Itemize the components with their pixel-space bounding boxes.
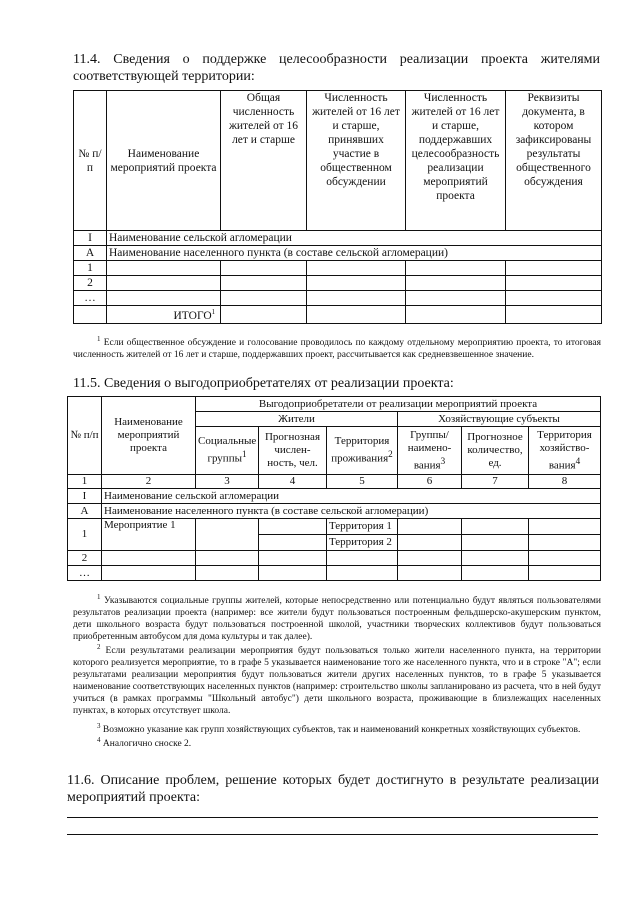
column-number: 5 bbox=[327, 475, 398, 489]
section-11-6-title: 11.6. Описание проблем, решение которых будет достигнуто в результате реализации bbox=[67, 773, 599, 788]
col-supporters: Численность жителей от 16 лет и старше, поддержавших целесообразность реализации мероприятий проекта bbox=[406, 91, 506, 231]
column-number: 4 bbox=[259, 475, 327, 489]
footnote-11-4: $^1$ Если общественное обсуждение и голосование проводилось по каждому отдельному мероприятию проекта, то итоговая численность жителей от 16 лет и старше, поддержавших проект, рассчитывается как средневзвешенное значение. bbox=[73, 335, 601, 361]
table-cell bbox=[327, 551, 398, 566]
footnote-11-5-2: $^2$ Если результатами реализации мероприятия будут пользоваться только жители населенного пункта, на территории которого реализуется мероприятие, то в графе 5 указывается наименование того же населенного пункта, что и в строке "А"; если результатами реализации мероприятия будут пользоваться жители других населенных пунктов, то в графе 5 указывается наименование соответствующих населенных пунктов (например: строительство школы запланировано из расчета, что в ней будут учиться (в рамках программы "Школьный автобус") дети школьного возраста, проживающие в близлежащих населенных пунктах, в которых отсутствует школа. bbox=[73, 643, 601, 717]
beneficiaries-header: Выгодоприобретатели от реализации мероприятий проекта bbox=[196, 397, 601, 412]
col-business-territory: Территория хозяйство-вания$^4$ bbox=[529, 427, 601, 475]
table-cell bbox=[398, 551, 462, 566]
table-cell bbox=[307, 261, 406, 276]
column-number: 1 bbox=[68, 475, 102, 489]
table-cell bbox=[107, 276, 221, 291]
footnote-mark: 3 bbox=[97, 722, 101, 730]
table-cell bbox=[221, 261, 307, 276]
col-forecast-count: Прогнозное количество, ед. bbox=[462, 427, 529, 475]
table-cell bbox=[107, 261, 221, 276]
row-number: 1 bbox=[68, 519, 102, 551]
table-row bbox=[68, 551, 601, 566]
table-cell bbox=[74, 306, 107, 324]
table-cell bbox=[398, 566, 462, 581]
answer-line bbox=[67, 834, 598, 835]
table-cell bbox=[221, 306, 307, 324]
footnote-mark: 4 bbox=[97, 736, 101, 744]
table-cell bbox=[506, 261, 602, 276]
section-11-4-title: 11.4. Сведения о поддержке целесообразности реализации проекта жителями bbox=[73, 52, 600, 67]
footnote-ref: 1 bbox=[211, 308, 216, 317]
table-cell bbox=[462, 535, 529, 551]
section-11-6-title-tail: мероприятий проекта: bbox=[67, 790, 200, 805]
table-cell bbox=[529, 519, 601, 535]
row-number: I bbox=[68, 489, 102, 504]
footnote-ref: 1 bbox=[241, 449, 247, 460]
col-forecast-population: Прогнозная числен-ность, чел. bbox=[259, 427, 327, 475]
table-cell bbox=[398, 535, 462, 551]
table-cell bbox=[462, 566, 529, 581]
col-social-groups: Социальные группы$^1$ bbox=[196, 427, 259, 475]
table-cell bbox=[221, 276, 307, 291]
table-cell bbox=[102, 566, 196, 581]
col-number: № п/п bbox=[74, 91, 107, 231]
answer-line bbox=[67, 817, 598, 818]
support-table bbox=[73, 90, 602, 324]
table-cell bbox=[529, 535, 601, 551]
territory-cell: Территория 2 bbox=[327, 535, 398, 551]
section-11-4-title-tail: соответствующей территории: bbox=[73, 69, 255, 84]
row-label: Наименование населенного пункта (в составе сельской агломерации) bbox=[107, 246, 602, 261]
column-number: 7 bbox=[462, 475, 529, 489]
table-cell bbox=[406, 306, 506, 324]
table-row bbox=[68, 504, 601, 519]
col-event-name: Наименование мероприятий проекта bbox=[107, 91, 221, 231]
row-number: А bbox=[74, 246, 107, 261]
table-row bbox=[74, 231, 602, 246]
table-cell bbox=[506, 306, 602, 324]
footnote-mark: 2 bbox=[97, 643, 101, 651]
row-number: … bbox=[68, 566, 102, 581]
column-number: 6 bbox=[398, 475, 462, 489]
table-cell bbox=[529, 566, 601, 581]
row-number: А bbox=[68, 504, 102, 519]
col-total-residents: Общая численность жителей от 16 лет и старше bbox=[221, 91, 307, 231]
event-name-cell: Мероприятие 1 bbox=[102, 519, 196, 551]
col-event-name: Наименование мероприятий проекта bbox=[102, 397, 196, 475]
row-label: Наименование населенного пункта (в составе сельской агломерации) bbox=[102, 504, 601, 519]
residents-header: Жители bbox=[196, 412, 398, 427]
row-label: Наименование сельской агломерации bbox=[107, 231, 602, 246]
table-cell bbox=[102, 551, 196, 566]
footnote-ref: 2 bbox=[388, 449, 393, 460]
column-number: 8 bbox=[529, 475, 601, 489]
table-cell bbox=[406, 261, 506, 276]
row-number: 2 bbox=[74, 276, 107, 291]
col-participants: Численность жителей от 16 лет и старше, принявших участие в общественном обсуждении bbox=[307, 91, 406, 231]
table-cell bbox=[406, 276, 506, 291]
row-number: … bbox=[74, 291, 107, 306]
territory-cell: Территория 1 bbox=[327, 519, 398, 535]
footnote-mark: 1 bbox=[97, 335, 101, 343]
table-cell bbox=[462, 519, 529, 535]
column-number: 2 bbox=[102, 475, 196, 489]
table-cell bbox=[196, 566, 259, 581]
col-residence-territory: Территория проживания$^2$ bbox=[327, 427, 398, 475]
table-row bbox=[74, 291, 602, 306]
table-cell bbox=[398, 519, 462, 535]
table-row bbox=[68, 566, 601, 581]
table-row bbox=[74, 261, 602, 276]
footnote-11-5-3: $^3$ Возможно указание как групп хозяйствующих субъектов, так и наименований конкретных хозяйствующих субъектов. bbox=[97, 722, 581, 736]
footnote-11-5-4: $^4$ Аналогично сноске 2. bbox=[97, 736, 192, 750]
column-numbers-row bbox=[68, 475, 601, 489]
footnote-ref: 3 bbox=[440, 455, 446, 466]
section-11-5-title: 11.5. Сведения о выгодоприобретателях от реализации проекта: bbox=[73, 376, 454, 391]
row-number: I bbox=[74, 231, 107, 246]
total-row bbox=[74, 306, 602, 324]
footnote-mark: 1 bbox=[97, 593, 101, 601]
table-cell bbox=[221, 291, 307, 306]
footnote-11-5-1: $^1$ Указываются социальные группы жителей, которые непосредственно или потенциально будут являться пользователями результатов реализации проекта (например: все жители будут пользоваться построенным фельдшерско-акушерским пунктом, дети школьного возраста будут пользоваться построенной школой, участники творческих коллективов будут пользоваться приобретенным автобусом для дома культуры и так далее). bbox=[73, 593, 602, 643]
table-row bbox=[74, 246, 602, 261]
col-number: № п/п bbox=[68, 397, 102, 475]
footnote-ref: 4 bbox=[575, 455, 581, 466]
table-row bbox=[68, 519, 601, 535]
table-row bbox=[74, 276, 602, 291]
table-cell bbox=[462, 551, 529, 566]
entities-header: Хозяйствующие субъекты bbox=[398, 412, 601, 427]
table-cell bbox=[259, 566, 327, 581]
table-cell bbox=[196, 519, 259, 551]
row-label: Наименование сельской агломерации bbox=[102, 489, 601, 504]
total-label: ИТОГО$^1$ bbox=[107, 306, 221, 324]
table-cell bbox=[506, 276, 602, 291]
column-number: 3 bbox=[196, 475, 259, 489]
table-cell bbox=[307, 276, 406, 291]
table-cell bbox=[406, 291, 506, 306]
table-cell bbox=[506, 291, 602, 306]
col-document-details: Реквизиты документа, в котором зафиксированы результаты общественного обсуждения bbox=[506, 91, 602, 231]
beneficiaries-table bbox=[67, 396, 601, 581]
table-cell bbox=[327, 566, 398, 581]
table-cell bbox=[307, 306, 406, 324]
table-cell bbox=[307, 291, 406, 306]
row-number: 1 bbox=[74, 261, 107, 276]
col-groups-names: Группы/ наимено-вания$^3$ bbox=[398, 427, 462, 475]
table-row bbox=[68, 489, 601, 504]
table-cell bbox=[529, 551, 601, 566]
table-cell bbox=[107, 291, 221, 306]
support-table-header bbox=[74, 91, 602, 231]
table-cell bbox=[259, 519, 327, 535]
table-cell bbox=[196, 551, 259, 566]
table-cell bbox=[259, 535, 327, 551]
table-cell bbox=[259, 551, 327, 566]
row-number: 2 bbox=[68, 551, 102, 566]
